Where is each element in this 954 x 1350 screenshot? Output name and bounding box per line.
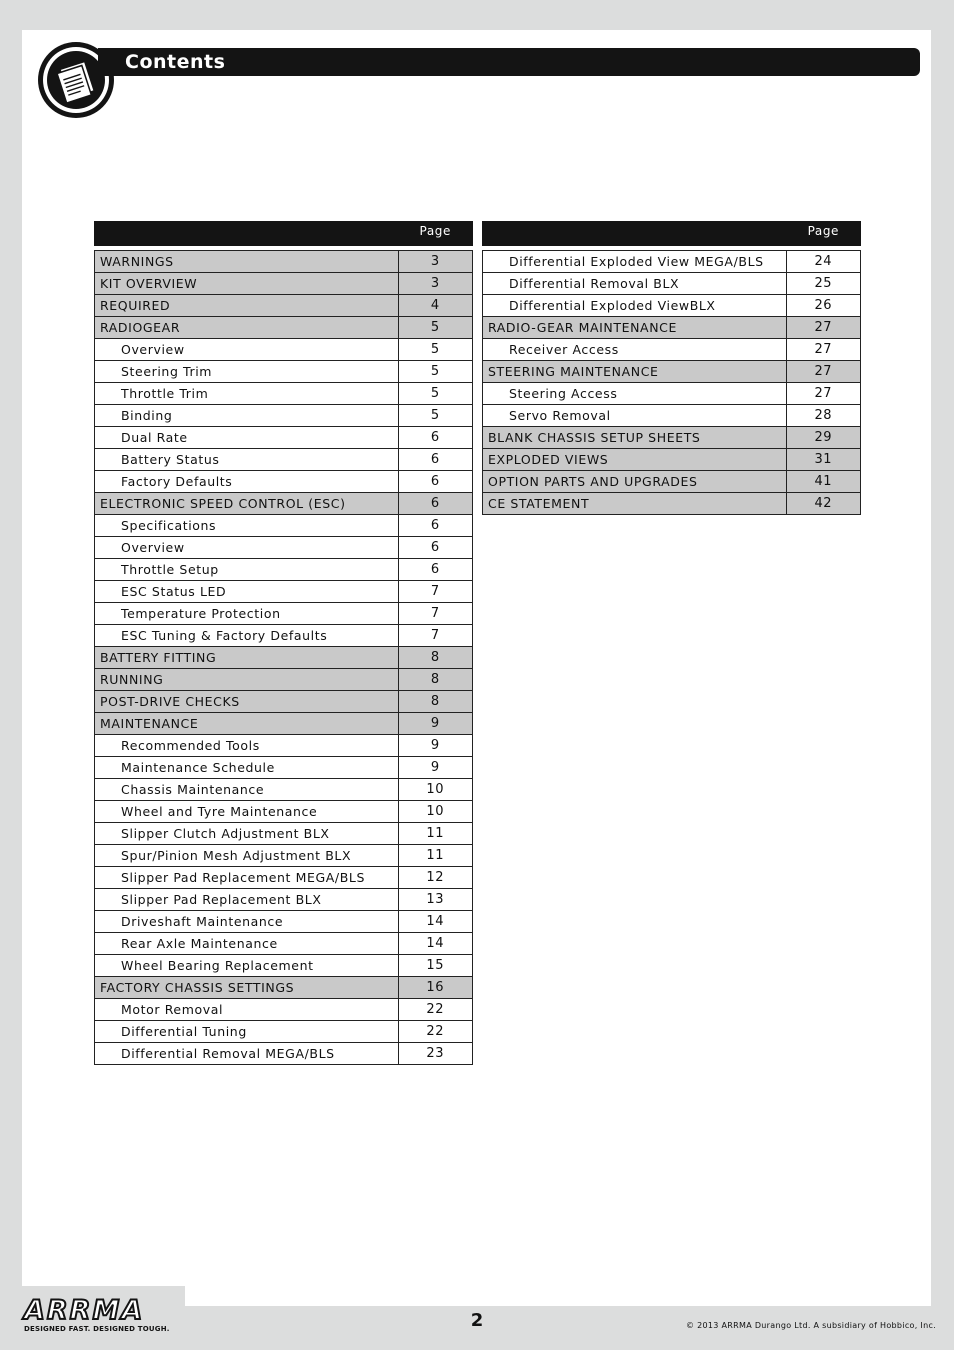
page-number: 2 [470,1310,484,1331]
toc-entry-page: 5 [398,405,472,427]
toc-section-row[interactable] [95,669,473,691]
toc-entry-row[interactable] [483,383,861,405]
toc-entry-row[interactable] [483,295,861,317]
toc-entry-page: 5 [398,383,472,405]
toc-entry-row[interactable] [483,339,861,361]
toc-entry-page: 14 [398,911,472,933]
toc-header-page: Page [398,222,472,246]
toc-entry-label: Rear Axle Maintenance [95,933,399,955]
toc-entry-label: BLANK CHASSIS SETUP SHEETS [483,427,787,449]
toc-entry-row[interactable] [95,581,473,603]
toc-entry-page: 9 [398,713,472,735]
toc-section-row[interactable] [95,977,473,999]
toc-entry-row[interactable] [95,603,473,625]
toc-entry-label: Receiver Access [483,339,787,361]
toc-entry-row[interactable] [95,779,473,801]
toc-entry-row[interactable] [95,361,473,383]
toc-section-row[interactable] [483,471,861,493]
toc-entry-row[interactable] [95,383,473,405]
toc-entry-row[interactable] [483,273,861,295]
toc-entry-label: RADIOGEAR [95,317,399,339]
toc-entry-page: 28 [786,405,860,427]
toc-header-row [95,222,473,246]
toc-entry-row[interactable] [95,955,473,977]
toc-entry-page: 8 [398,669,472,691]
toc-header-label-cell [483,222,787,246]
toc-right-body [483,222,861,515]
toc-entry-label: ESC Tuning & Factory Defaults [95,625,399,647]
toc-entry-page: 7 [398,581,472,603]
toc-entry-row[interactable] [95,911,473,933]
toc-entry-label: Throttle Trim [95,383,399,405]
copyright-notice: © 2013 ARRMA Durango Ltd. A subsidiary of Hobbico, Inc. [685,1321,936,1330]
toc-entry-page: 5 [398,339,472,361]
toc-entry-label: POST-DRIVE CHECKS [95,691,399,713]
toc-entry-page: 9 [398,757,472,779]
toc-entry-page: 3 [398,251,472,273]
toc-section-row[interactable] [95,691,473,713]
toc-entry-label: Slipper Pad Replacement MEGA/BLS [95,867,399,889]
toc-section-row[interactable] [95,713,473,735]
toc-entry-row[interactable] [483,405,861,427]
toc-entry-row[interactable] [95,625,473,647]
toc-entry-label: Wheel Bearing Replacement [95,955,399,977]
toc-header-label-cell [95,222,399,246]
toc-entry-label: EXPLODED VIEWS [483,449,787,471]
toc-entry-row[interactable] [95,757,473,779]
toc-section-row[interactable] [483,317,861,339]
document-pages-icon [47,51,105,109]
toc-entry-label: Steering Trim [95,361,399,383]
toc-entry-page: 6 [398,515,472,537]
toc-entry-label: Temperature Protection [95,603,399,625]
toc-entry-page: 6 [398,427,472,449]
toc-entry-label: WARNINGS [95,251,399,273]
toc-entry-row[interactable] [95,889,473,911]
toc-entry-page: 12 [398,867,472,889]
toc-entry-row[interactable] [95,1043,473,1065]
toc-entry-page: 24 [786,251,860,273]
toc-entry-page: 7 [398,625,472,647]
toc-entry-label: BATTERY FITTING [95,647,399,669]
toc-entry-label: RADIO-GEAR MAINTENANCE [483,317,787,339]
toc-entry-row[interactable] [95,339,473,361]
toc-entry-row[interactable] [95,735,473,757]
toc-entry-page: 6 [398,559,472,581]
toc-entry-page: 29 [786,427,860,449]
toc-entry-row[interactable] [483,251,861,273]
toc-entry-page: 11 [398,845,472,867]
toc-entry-page: 42 [786,493,860,515]
page-title: Contents [125,51,226,73]
toc-entry-label: Slipper Pad Replacement BLX [95,889,399,911]
toc-section-row[interactable] [95,317,473,339]
toc-section-row[interactable] [483,493,861,515]
toc-entry-label: Differential Exploded View MEGA/BLS [483,251,787,273]
toc-entry-label: Differential Removal BLX [483,273,787,295]
toc-entry-row[interactable] [95,823,473,845]
toc-entry-label: Chassis Maintenance [95,779,399,801]
toc-entry-label: Factory Defaults [95,471,399,493]
toc-entry-page: 5 [398,317,472,339]
toc-entry-row[interactable] [95,845,473,867]
toc-entry-row[interactable] [95,999,473,1021]
toc-entry-page: 5 [398,361,472,383]
toc-entry-row[interactable] [95,515,473,537]
toc-entry-label: MAINTENANCE [95,713,399,735]
toc-entry-label: Specifications [95,515,399,537]
toc-entry-page: 9 [398,735,472,757]
toc-entry-row[interactable] [95,427,473,449]
toc-entry-label: Motor Removal [95,999,399,1021]
toc-entry-row[interactable] [95,449,473,471]
toc-table-left [94,221,473,1065]
toc-entry-page: 4 [398,295,472,317]
toc-entry-page: 6 [398,537,472,559]
toc-entry-page: 22 [398,999,472,1021]
toc-section-row[interactable] [483,427,861,449]
toc-entry-page: 3 [398,273,472,295]
toc-entry-page: 7 [398,603,472,625]
toc-entry-label: Driveshaft Maintenance [95,911,399,933]
toc-entry-page: 14 [398,933,472,955]
toc-entry-label: STEERING MAINTENANCE [483,361,787,383]
toc-entry-row[interactable] [95,1021,473,1043]
toc-section-row[interactable] [95,295,473,317]
toc-section-row[interactable] [95,493,473,515]
toc-entry-label: FACTORY CHASSIS SETTINGS [95,977,399,999]
toc-entry-page: 8 [398,647,472,669]
toc-entry-row[interactable] [95,537,473,559]
toc-entry-label: Wheel and Tyre Maintenance [95,801,399,823]
toc-entry-label: KIT OVERVIEW [95,273,399,295]
toc-entry-page: 27 [786,339,860,361]
toc-header-page: Page [786,222,860,246]
toc-entry-label: ELECTRONIC SPEED CONTROL (ESC) [95,493,399,515]
toc-entry-page: 31 [786,449,860,471]
toc-entry-page: 10 [398,801,472,823]
toc-entry-row[interactable] [95,405,473,427]
toc-entry-label: Overview [95,537,399,559]
toc-entry-row[interactable] [95,867,473,889]
toc-entry-page: 10 [398,779,472,801]
toc-entry-page: 6 [398,471,472,493]
toc-entry-page: 41 [786,471,860,493]
toc-entry-label: Servo Removal [483,405,787,427]
toc-entry-label: Steering Access [483,383,787,405]
toc-entry-label: Spur/Pinion Mesh Adjustment BLX [95,845,399,867]
toc-table-right [482,221,861,515]
toc-entry-label: Differential Exploded ViewBLX [483,295,787,317]
toc-entry-page: 25 [786,273,860,295]
toc-entry-row[interactable] [95,471,473,493]
toc-entry-row[interactable] [95,559,473,581]
toc-entry-row[interactable] [95,933,473,955]
toc-entry-label: RUNNING [95,669,399,691]
toc-entry-page: 11 [398,823,472,845]
toc-entry-page: 8 [398,691,472,713]
toc-entry-label: ESC Status LED [95,581,399,603]
toc-entry-label: CE STATEMENT [483,493,787,515]
toc-entry-label: Binding [95,405,399,427]
toc-left-body [95,222,473,1065]
toc-entry-page: 23 [398,1043,472,1065]
toc-entry-page: 22 [398,1021,472,1043]
toc-entry-label: Recommended Tools [95,735,399,757]
toc-entry-page: 6 [398,449,472,471]
toc-entry-label: Differential Tuning [95,1021,399,1043]
toc-entry-label: OPTION PARTS AND UPGRADES [483,471,787,493]
toc-entry-page: 16 [398,977,472,999]
logo-tagline: DESIGNED FAST. DESIGNED TOUGH. [24,1325,170,1333]
toc-section-row[interactable] [483,449,861,471]
toc-entry-label: Battery Status [95,449,399,471]
toc-header-row [483,222,861,246]
toc-entry-page: 26 [786,295,860,317]
toc-section-row[interactable] [95,273,473,295]
toc-entry-page: 13 [398,889,472,911]
toc-entry-page: 6 [398,493,472,515]
toc-section-row[interactable] [95,251,473,273]
arrma-logo: ARRMA [24,1295,145,1326]
toc-section-row[interactable] [483,361,861,383]
toc-entry-label: Maintenance Schedule [95,757,399,779]
toc-entry-page: 27 [786,383,860,405]
toc-entry-page: 27 [786,317,860,339]
toc-entry-row[interactable] [95,801,473,823]
toc-entry-label: Slipper Clutch Adjustment BLX [95,823,399,845]
toc-entry-label: Dual Rate [95,427,399,449]
toc-entry-label: Overview [95,339,399,361]
toc-entry-label: Differential Removal MEGA/BLS [95,1043,399,1065]
toc-entry-page: 27 [786,361,860,383]
toc-entry-label: REQUIRED [95,295,399,317]
toc-section-row[interactable] [95,647,473,669]
toc-entry-label: Throttle Setup [95,559,399,581]
toc-entry-page: 15 [398,955,472,977]
